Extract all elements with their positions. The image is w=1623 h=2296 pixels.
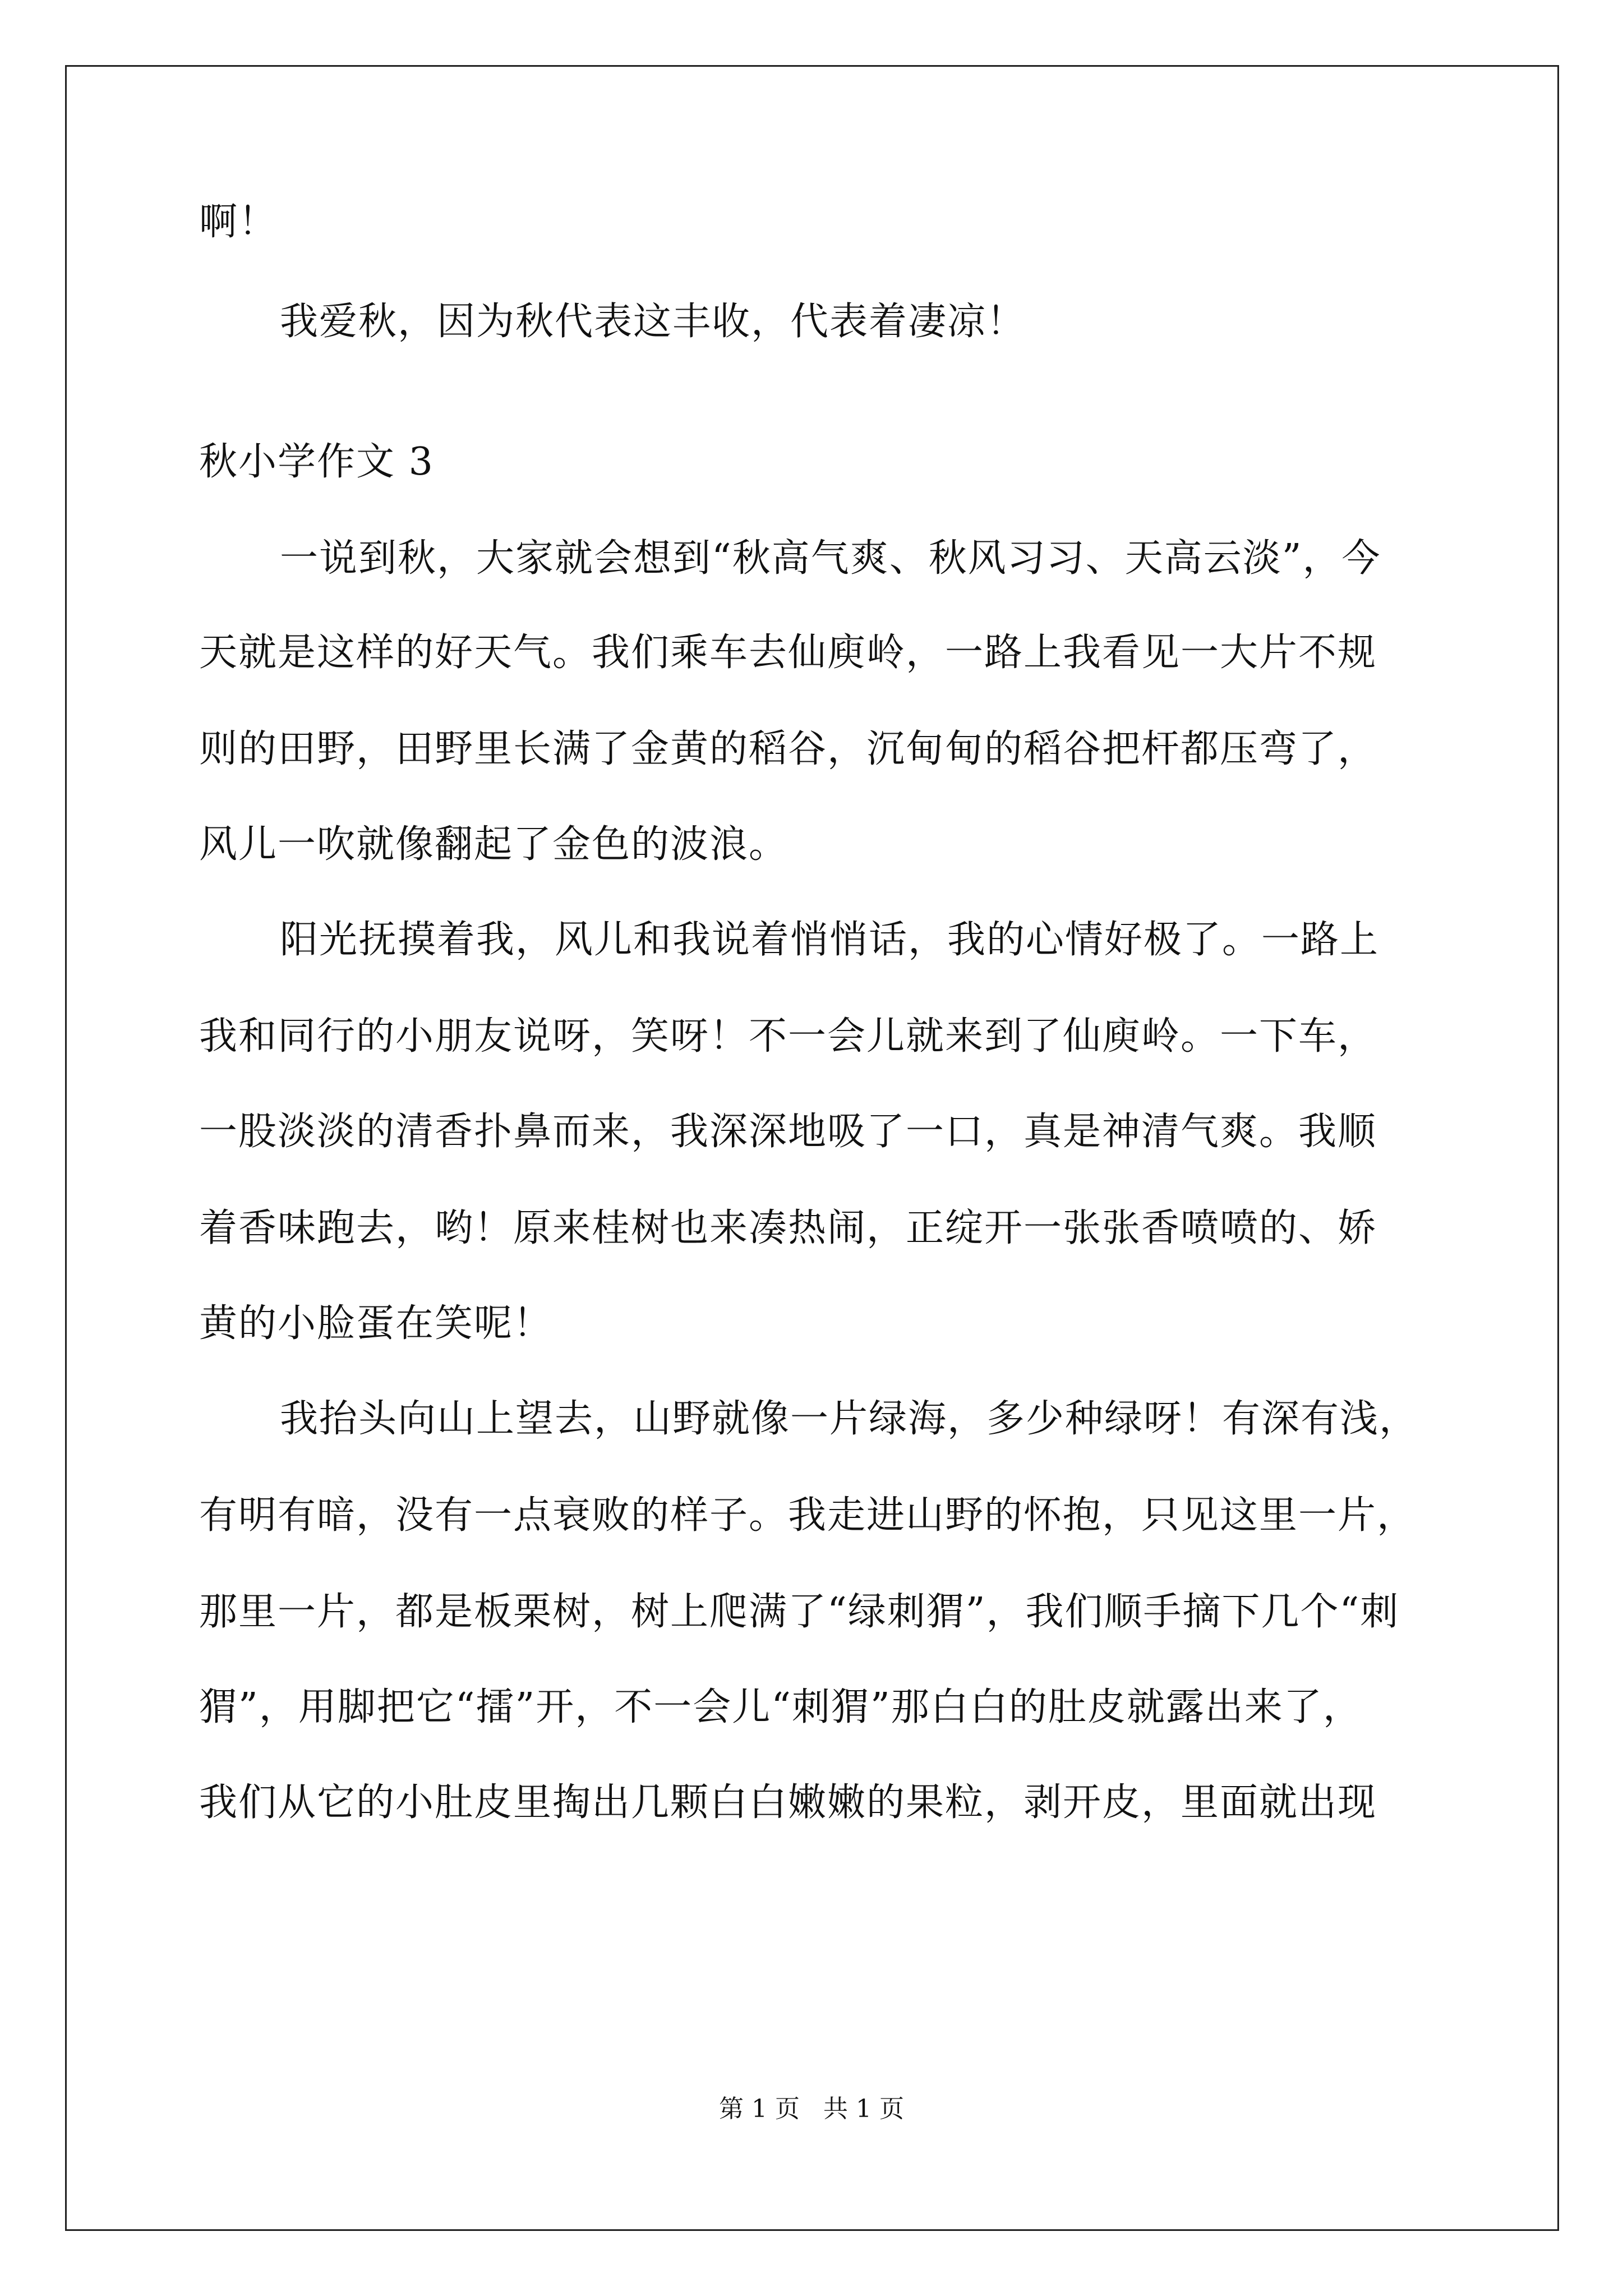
- text-line: 阳光抚摸着我，风儿和我说着悄悄话，我的心情好极了。一路上: [280, 918, 1380, 962]
- text-line: 着香味跑去，哟！原来桂树也来凑热闹，正绽开一张张香喷喷的、娇: [199, 1206, 1377, 1250]
- page-footer: 第 1 页 共 1 页: [719, 2095, 904, 2123]
- text-line: 我和同行的小朋友说呀，笑呀！不一会儿就来到了仙庾岭。一下车，: [199, 1014, 1377, 1059]
- text-line: 黄的小脸蛋在笑呢！: [199, 1301, 553, 1346]
- text-line: 那里一片，都是板栗树，树上爬满了“绿刺猬”，我们顺手摘下几个“刺: [199, 1590, 1400, 1634]
- section-title: 秋小学作文 3: [199, 440, 434, 484]
- text-line: 一股淡淡的清香扑鼻而来，我深深地吸了一口，真是神清气爽。我顺: [199, 1110, 1377, 1154]
- text-line: 天就是这样的好天气。我们乘车去仙庾岭，一路上我看见一大片不规: [199, 631, 1377, 675]
- text-line: 风儿一吹就像翻起了金色的波浪。: [199, 822, 789, 867]
- text-line: 猬”，用脚把它“擂”开，不一会儿“刺猬”那白白的肚皮就露出来了，: [199, 1685, 1362, 1729]
- text-line: 我们从它的小肚皮里掏出几颗白白嫩嫩的果粒，剥开皮，里面就出现: [199, 1780, 1377, 1825]
- text-line: 我抬头向山上望去，山野就像一片绿海，多少种绿呀！有深有浅，: [280, 1397, 1419, 1441]
- text-line: 有明有暗，没有一点衰败的样子。我走进山野的怀抱，只见这里一片，: [199, 1493, 1417, 1538]
- text-line: 我爱秋，因为秋代表这丰收，代表着凄凉！: [280, 300, 1026, 344]
- text-line: 则的田野，田野里长满了金黄的稻谷，沉甸甸的稻谷把杆都压弯了，: [199, 727, 1377, 771]
- text-line: 啊！: [199, 200, 278, 244]
- text-line: 一说到秋，大家就会想到“秋高气爽、秋风习习、天高云淡”，今: [280, 536, 1381, 581]
